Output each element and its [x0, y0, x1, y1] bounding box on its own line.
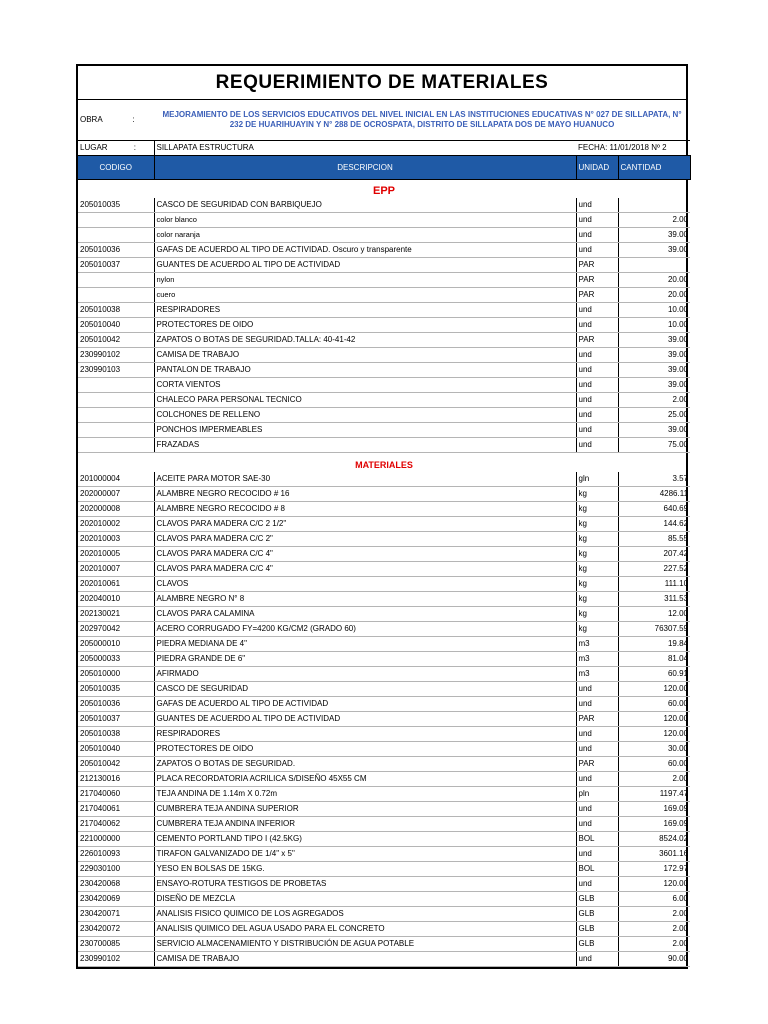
- cell-unidad: kg: [576, 577, 618, 592]
- cell-unidad: und: [576, 772, 618, 787]
- cell-codigo: 230420068: [78, 877, 154, 892]
- table-row: [78, 832, 690, 847]
- lugar-row: [78, 140, 690, 155]
- cell-cantidad: 311.53: [618, 592, 690, 607]
- table-row: [78, 532, 690, 547]
- table-row: [78, 393, 690, 408]
- table-row: [78, 423, 690, 438]
- cell-cantidad: 19.84: [618, 637, 690, 652]
- cell-codigo: 205010042: [78, 757, 154, 772]
- cell-cantidad: 2.00: [618, 907, 690, 922]
- table-row: [78, 562, 690, 577]
- section-title: EPP: [373, 185, 396, 197]
- table-row: [78, 937, 690, 952]
- section-header-row: [78, 459, 690, 472]
- table-row: [78, 892, 690, 907]
- table-row: [78, 862, 690, 877]
- obra-row: [78, 100, 690, 140]
- cell-descripcion: CORTA VIENTOS: [154, 378, 576, 393]
- table-body: [78, 100, 690, 967]
- cell-descripcion: GAFAS DE ACUERDO AL TIPO DE ACTIVIDAD: [154, 697, 576, 712]
- cell-descripcion: CLAVOS PARA MADERA C/C 2 1/2": [154, 517, 576, 532]
- cell-descripcion: ACERO CORRUGADO FY=4200 KG/CM2 (GRADO 60): [154, 622, 576, 637]
- cell-codigo: 205010035: [78, 198, 154, 213]
- cell-cantidad: 39.00: [618, 348, 690, 363]
- table-row: [78, 438, 690, 453]
- cell-codigo: 202010003: [78, 532, 154, 547]
- cell-unidad: und: [576, 423, 618, 438]
- cell-cantidad: 169.09: [618, 802, 690, 817]
- cell-descripcion: TEJA ANDINA DE 1.14m X 0.72m: [154, 787, 576, 802]
- cell-descripcion: color naranja: [154, 228, 576, 243]
- cell-descripcion: GUANTES DE ACUERDO AL TIPO DE ACTIVIDAD: [154, 258, 576, 273]
- cell-descripcion: AFIRMADO: [154, 667, 576, 682]
- cell-codigo: 205010040: [78, 742, 154, 757]
- cell-unidad: und: [576, 727, 618, 742]
- cell-codigo: 202130021: [78, 607, 154, 622]
- table-row: [78, 877, 690, 892]
- table-row: [78, 288, 690, 303]
- cell-unidad: und: [576, 318, 618, 333]
- table-row: [78, 772, 690, 787]
- table-row: [78, 213, 690, 228]
- table-row: [78, 547, 690, 562]
- cell-codigo: 205010038: [78, 727, 154, 742]
- cell-codigo: 230420069: [78, 892, 154, 907]
- cell-descripcion: ACEITE PARA MOTOR SAE-30: [154, 472, 576, 487]
- cell-unidad: und: [576, 393, 618, 408]
- cell-unidad: m3: [576, 652, 618, 667]
- cell-codigo: [78, 273, 154, 288]
- cell-codigo: 205010036: [78, 697, 154, 712]
- table-row: [78, 637, 690, 652]
- cell-unidad: kg: [576, 592, 618, 607]
- cell-descripcion: CLAVOS PARA MADERA C/C 2": [154, 532, 576, 547]
- cell-codigo: 205010040: [78, 318, 154, 333]
- cell-descripcion: PROTECTORES DE OIDO: [154, 318, 576, 333]
- cell-cantidad: 2.00: [618, 937, 690, 952]
- cell-cantidad: 10.00: [618, 318, 690, 333]
- cell-cantidad: 120.00: [618, 877, 690, 892]
- cell-descripcion: nylon: [154, 273, 576, 288]
- cell-codigo: 205010035: [78, 682, 154, 697]
- section-title: MATERIALES: [355, 459, 413, 470]
- cell-descripcion: CUMBRERA TEJA ANDINA SUPERIOR: [154, 802, 576, 817]
- cell-cantidad: 169.09: [618, 817, 690, 832]
- cell-descripcion: PIEDRA MEDIANA DE 4": [154, 637, 576, 652]
- cell-unidad: kg: [576, 502, 618, 517]
- cell-codigo: [78, 378, 154, 393]
- cell-codigo: 221000000: [78, 832, 154, 847]
- cell-descripcion: CASCO DE SEGURIDAD: [154, 682, 576, 697]
- table-row: [78, 472, 690, 487]
- cell-descripcion: CLAVOS: [154, 577, 576, 592]
- cell-unidad: kg: [576, 517, 618, 532]
- table-row: [78, 652, 690, 667]
- table-row: [78, 802, 690, 817]
- table-header-row: [78, 155, 690, 179]
- cell-codigo: 201000004: [78, 472, 154, 487]
- requirements-sheet: [76, 64, 688, 969]
- cell-codigo: [78, 213, 154, 228]
- table-row: [78, 952, 690, 967]
- cell-descripcion: ALAMBRE NEGRO N° 8: [154, 592, 576, 607]
- cell-cantidad: 1197.47: [618, 787, 690, 802]
- cell-descripcion: CLAVOS PARA MADERA C/C 4": [154, 547, 576, 562]
- cell-codigo: 230990102: [78, 952, 154, 967]
- cell-unidad: und: [576, 198, 618, 213]
- table-row: [78, 228, 690, 243]
- cell-cantidad: 75.00: [618, 438, 690, 453]
- cell-descripcion: CHALECO PARA PERSONAL TECNICO: [154, 393, 576, 408]
- table-row: [78, 787, 690, 802]
- cell-descripcion: ALAMBRE NEGRO RECOCIDO # 16: [154, 487, 576, 502]
- cell-unidad: PAR: [576, 712, 618, 727]
- cell-cantidad: 3601.16: [618, 847, 690, 862]
- cell-unidad: und: [576, 408, 618, 423]
- table-row: [78, 757, 690, 772]
- cell-cantidad: 39.00: [618, 333, 690, 348]
- cell-descripcion: ZAPATOS O BOTAS DE SEGURIDAD.TALLA: 40-41-42: [154, 333, 576, 348]
- cell-descripcion: CUMBRERA TEJA ANDINA INFERIOR: [154, 817, 576, 832]
- cell-descripcion: CLAVOS PARA MADERA C/C 4": [154, 562, 576, 577]
- cell-codigo: 205010038: [78, 303, 154, 318]
- cell-unidad: kg: [576, 487, 618, 502]
- header-descripcion: DESCRIPCION: [154, 155, 576, 179]
- page-title: REQUERIMIENTO DE MATERIALES: [78, 66, 686, 100]
- table-row: [78, 318, 690, 333]
- cell-codigo: 217040062: [78, 817, 154, 832]
- cell-descripcion: GUANTES DE ACUERDO AL TIPO DE ACTIVIDAD: [154, 712, 576, 727]
- cell-cantidad: 120.00: [618, 712, 690, 727]
- table-row: [78, 363, 690, 378]
- cell-codigo: 230420072: [78, 922, 154, 937]
- cell-codigo: 202010002: [78, 517, 154, 532]
- requirements-table: [78, 100, 691, 967]
- cell-cantidad: 60.00: [618, 757, 690, 772]
- cell-codigo: 202000007: [78, 487, 154, 502]
- obra-description: MEJORAMIENTO DE LOS SERVICIOS EDUCATIVOS DEL NIVEL INICIAL EN LAS INSTITUCIONES EDUCATIVAS N° 027 DE SILLAPATA, N° 232 DE HUARIHUAYIN Y N° 288 DE OCROSPATA, DISTRITO DE SILLAPATA DOS DE MAYO HUANUCO: [154, 100, 690, 140]
- cell-unidad: PAR: [576, 288, 618, 303]
- cell-descripcion: ALAMBRE NEGRO RECOCIDO # 8: [154, 502, 576, 517]
- cell-unidad: BOL: [576, 832, 618, 847]
- cell-cantidad: [618, 258, 690, 273]
- cell-cantidad: 20.00: [618, 288, 690, 303]
- cell-descripcion: ENSAYO-ROTURA TESTIGOS DE PROBETAS: [154, 877, 576, 892]
- table-row: [78, 907, 690, 922]
- cell-codigo: 205000010: [78, 637, 154, 652]
- cell-cantidad: 144.62: [618, 517, 690, 532]
- cell-unidad: und: [576, 213, 618, 228]
- header-codigo: CODIGO: [78, 155, 154, 179]
- table-row: [78, 273, 690, 288]
- cell-codigo: [78, 408, 154, 423]
- cell-codigo: 229030100: [78, 862, 154, 877]
- cell-cantidad: 10.00: [618, 303, 690, 318]
- cell-cantidad: 2.00: [618, 213, 690, 228]
- cell-codigo: [78, 438, 154, 453]
- cell-unidad: BOL: [576, 862, 618, 877]
- cell-cantidad: 207.42: [618, 547, 690, 562]
- cell-descripcion: DISEÑO DE MEZCLA: [154, 892, 576, 907]
- cell-descripcion: CLAVOS PARA CALAMINA: [154, 607, 576, 622]
- cell-codigo: 226010093: [78, 847, 154, 862]
- cell-cantidad: 85.55: [618, 532, 690, 547]
- cell-cantidad: 640.69: [618, 502, 690, 517]
- cell-cantidad: 60.91: [618, 667, 690, 682]
- cell-descripcion: SERVICIO ALMACENAMIENTO Y DISTRIBUCIÓN DE AGUA POTABLE: [154, 937, 576, 952]
- cell-descripcion: COLCHONES DE RELLENO: [154, 408, 576, 423]
- cell-cantidad: 111.10: [618, 577, 690, 592]
- cell-unidad: und: [576, 378, 618, 393]
- cell-cantidad: 2.00: [618, 922, 690, 937]
- cell-unidad: m3: [576, 637, 618, 652]
- cell-descripcion: ANALISIS QUIMICO DEL AGUA USADO PARA EL CONCRETO: [154, 922, 576, 937]
- cell-descripcion: CAMISA DE TRABAJO: [154, 348, 576, 363]
- cell-cantidad: 39.00: [618, 378, 690, 393]
- cell-codigo: 202010005: [78, 547, 154, 562]
- cell-codigo: 205010036: [78, 243, 154, 258]
- cell-cantidad: 39.00: [618, 363, 690, 378]
- cell-unidad: m3: [576, 667, 618, 682]
- cell-codigo: 230990103: [78, 363, 154, 378]
- cell-descripcion: FRAZADAS: [154, 438, 576, 453]
- cell-unidad: GLB: [576, 907, 618, 922]
- cell-unidad: und: [576, 847, 618, 862]
- cell-descripcion: ZAPATOS O BOTAS DE SEGURIDAD.: [154, 757, 576, 772]
- cell-unidad: und: [576, 817, 618, 832]
- cell-unidad: und: [576, 228, 618, 243]
- cell-unidad: GLB: [576, 937, 618, 952]
- obra-label: OBRA: [80, 114, 103, 124]
- table-row: [78, 258, 690, 273]
- cell-descripcion: RESPIRADORES: [154, 727, 576, 742]
- cell-descripcion: PLACA RECORDATORIA ACRILICA S/DISEÑO 45X55 CM: [154, 772, 576, 787]
- cell-unidad: und: [576, 243, 618, 258]
- table-row: [78, 333, 690, 348]
- table-row: [78, 303, 690, 318]
- cell-unidad: PAR: [576, 273, 618, 288]
- cell-unidad: und: [576, 697, 618, 712]
- fecha-field: FECHA: 11/01/2018 Nº 2: [576, 140, 690, 155]
- cell-descripcion: cuero: [154, 288, 576, 303]
- table-row: [78, 592, 690, 607]
- cell-descripcion: GAFAS DE ACUERDO AL TIPO DE ACTIVIDAD. Oscuro y transparente: [154, 243, 576, 258]
- cell-cantidad: 172.97: [618, 862, 690, 877]
- cell-codigo: 230990102: [78, 348, 154, 363]
- table-row: [78, 712, 690, 727]
- cell-unidad: kg: [576, 607, 618, 622]
- cell-unidad: und: [576, 682, 618, 697]
- cell-cantidad: [618, 198, 690, 213]
- cell-codigo: [78, 423, 154, 438]
- cell-unidad: PAR: [576, 757, 618, 772]
- lugar-label-cell: [78, 140, 154, 155]
- table-row: [78, 922, 690, 937]
- cell-unidad: GLB: [576, 892, 618, 907]
- cell-unidad: pln: [576, 787, 618, 802]
- cell-cantidad: 12.00: [618, 607, 690, 622]
- table-row: [78, 697, 690, 712]
- table-row: [78, 577, 690, 592]
- cell-unidad: und: [576, 438, 618, 453]
- cell-codigo: 205010037: [78, 258, 154, 273]
- cell-codigo: 217040061: [78, 802, 154, 817]
- cell-descripcion: RESPIRADORES: [154, 303, 576, 318]
- table-row: [78, 348, 690, 363]
- cell-cantidad: 8524.02: [618, 832, 690, 847]
- cell-codigo: 230420071: [78, 907, 154, 922]
- table-row: [78, 502, 690, 517]
- cell-descripcion: YESO EN BOLSAS DE 15KG.: [154, 862, 576, 877]
- cell-codigo: [78, 228, 154, 243]
- cell-cantidad: 6.00: [618, 892, 690, 907]
- cell-unidad: und: [576, 802, 618, 817]
- cell-codigo: 212130016: [78, 772, 154, 787]
- table-row: [78, 408, 690, 423]
- obra-label-cell: [78, 100, 154, 140]
- cell-unidad: und: [576, 348, 618, 363]
- cell-unidad: und: [576, 877, 618, 892]
- table-row: [78, 847, 690, 862]
- cell-codigo: 217040060: [78, 787, 154, 802]
- cell-cantidad: 120.00: [618, 727, 690, 742]
- cell-unidad: gln: [576, 472, 618, 487]
- cell-descripcion: PANTALON DE TRABAJO: [154, 363, 576, 378]
- table-row: [78, 667, 690, 682]
- cell-cantidad: 60.00: [618, 697, 690, 712]
- lugar-value: SILLAPATA ESTRUCTURA: [154, 140, 576, 155]
- cell-codigo: [78, 393, 154, 408]
- cell-unidad: GLB: [576, 922, 618, 937]
- cell-descripcion: PIEDRA GRANDE DE 6": [154, 652, 576, 667]
- table-row: [78, 517, 690, 532]
- cell-cantidad: 90.00: [618, 952, 690, 967]
- cell-codigo: 205000033: [78, 652, 154, 667]
- cell-cantidad: 30.00: [618, 742, 690, 757]
- cell-unidad: und: [576, 363, 618, 378]
- table-row: [78, 622, 690, 637]
- cell-unidad: kg: [576, 562, 618, 577]
- cell-descripcion: PROTECTORES DE OIDO: [154, 742, 576, 757]
- cell-cantidad: 39.00: [618, 228, 690, 243]
- cell-descripcion: PONCHOS IMPERMEABLES: [154, 423, 576, 438]
- lugar-colon: :: [133, 142, 137, 152]
- table-row: [78, 378, 690, 393]
- cell-unidad: kg: [576, 547, 618, 562]
- cell-cantidad: 2.00: [618, 772, 690, 787]
- cell-codigo: 202010007: [78, 562, 154, 577]
- cell-codigo: 205010037: [78, 712, 154, 727]
- cell-unidad: und: [576, 952, 618, 967]
- cell-descripcion: TIRAFON GALVANIZADO DE 1/4" x 5": [154, 847, 576, 862]
- table-row: [78, 727, 690, 742]
- cell-cantidad: 227.52: [618, 562, 690, 577]
- cell-codigo: 202010061: [78, 577, 154, 592]
- cell-descripcion: CASCO DE SEGURIDAD CON BARBIQUEJO: [154, 198, 576, 213]
- cell-unidad: PAR: [576, 258, 618, 273]
- table-row: [78, 817, 690, 832]
- obra-colon: :: [132, 114, 135, 124]
- cell-cantidad: 81.04: [618, 652, 690, 667]
- cell-cantidad: 39.00: [618, 423, 690, 438]
- table-row: [78, 742, 690, 757]
- cell-unidad: kg: [576, 532, 618, 547]
- cell-unidad: und: [576, 303, 618, 318]
- cell-codigo: [78, 288, 154, 303]
- header-unidad: UNIDAD: [576, 155, 618, 179]
- table-row: [78, 243, 690, 258]
- cell-unidad: kg: [576, 622, 618, 637]
- table-row: [78, 607, 690, 622]
- cell-cantidad: 39.00: [618, 243, 690, 258]
- table-row: [78, 198, 690, 213]
- cell-descripcion: color blanco: [154, 213, 576, 228]
- cell-descripcion: CAMISA DE TRABAJO: [154, 952, 576, 967]
- cell-codigo: 230700085: [78, 937, 154, 952]
- cell-codigo: 205010042: [78, 333, 154, 348]
- cell-unidad: und: [576, 742, 618, 757]
- cell-cantidad: 25.00: [618, 408, 690, 423]
- cell-codigo: 202000008: [78, 502, 154, 517]
- cell-cantidad: 2.00: [618, 393, 690, 408]
- cell-cantidad: 20.00: [618, 273, 690, 288]
- cell-cantidad: 120.00: [618, 682, 690, 697]
- cell-codigo: 202040010: [78, 592, 154, 607]
- lugar-label: LUGAR: [80, 142, 108, 152]
- cell-cantidad: 76307.59: [618, 622, 690, 637]
- header-cantidad: CANTIDAD: [618, 155, 690, 179]
- cell-codigo: 202970042: [78, 622, 154, 637]
- cell-cantidad: 3.57: [618, 472, 690, 487]
- cell-descripcion: ANALISIS FISICO QUIMICO DE LOS AGREGADOS: [154, 907, 576, 922]
- table-row: [78, 682, 690, 697]
- cell-codigo: 205010000: [78, 667, 154, 682]
- cell-cantidad: 4286.11: [618, 487, 690, 502]
- cell-descripcion: CEMENTO PORTLAND TIPO I (42.5KG): [154, 832, 576, 847]
- table-row: [78, 487, 690, 502]
- cell-unidad: PAR: [576, 333, 618, 348]
- section-header-row: [78, 185, 690, 198]
